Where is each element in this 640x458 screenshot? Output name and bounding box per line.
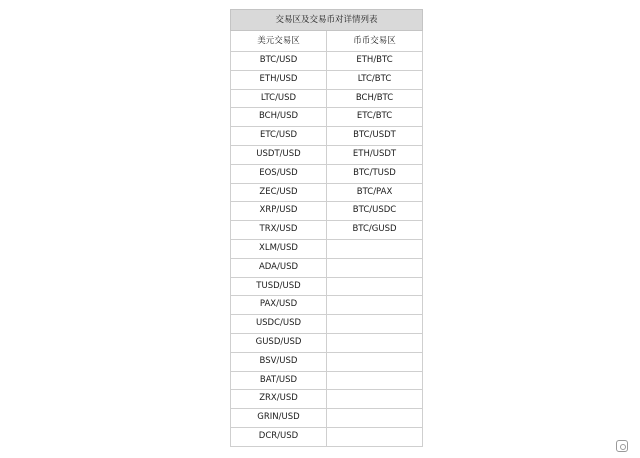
usd-pair-cell: EOS/USD xyxy=(231,164,327,183)
table-row xyxy=(231,239,423,258)
coin-pair-cell: BTC/TUSD xyxy=(327,164,423,183)
usd-pair-cell: GRIN/USD xyxy=(231,409,327,428)
coin-pair-cell: ETC/BTC xyxy=(327,108,423,127)
coin-pair-cell xyxy=(327,427,423,446)
usd-pair-cell: XRP/USD xyxy=(231,202,327,221)
table-row xyxy=(231,390,423,409)
coin-pair-cell: ETH/USDT xyxy=(327,145,423,164)
table-row xyxy=(231,70,423,89)
usd-pair-cell: TRX/USD xyxy=(231,221,327,240)
table-row xyxy=(231,127,423,146)
coin-pair-cell xyxy=(327,258,423,277)
table-row xyxy=(231,277,423,296)
table-row xyxy=(231,89,423,108)
coin-pair-cell xyxy=(327,352,423,371)
coin-pair-cell: BTC/PAX xyxy=(327,183,423,202)
table-row xyxy=(231,221,423,240)
usd-pair-cell: BAT/USD xyxy=(231,371,327,390)
camera-logo-icon xyxy=(616,440,628,452)
table-row xyxy=(231,258,423,277)
usd-pair-cell: GUSD/USD xyxy=(231,333,327,352)
pairs-table-container xyxy=(230,9,422,447)
usd-pair-cell: XLM/USD xyxy=(231,239,327,258)
table-row xyxy=(231,409,423,428)
coin-pair-cell xyxy=(327,390,423,409)
table-row xyxy=(231,352,423,371)
coin-pair-cell: BTC/USDT xyxy=(327,127,423,146)
coin-pair-cell xyxy=(327,296,423,315)
pairs-body xyxy=(231,52,423,447)
usd-pair-cell: ZEC/USD xyxy=(231,183,327,202)
usd-pair-cell: ZRX/USD xyxy=(231,390,327,409)
coin-pair-cell: ETH/BTC xyxy=(327,52,423,71)
usd-pair-cell: USDT/USD xyxy=(231,145,327,164)
usd-pair-cell: LTC/USD xyxy=(231,89,327,108)
table-row xyxy=(231,183,423,202)
coin-pair-cell: BTC/GUSD xyxy=(327,221,423,240)
usd-pair-cell: TUSD/USD xyxy=(231,277,327,296)
coin-pair-cell xyxy=(327,333,423,352)
coin-pair-cell: BCH/BTC xyxy=(327,89,423,108)
usd-pair-cell: ETC/USD xyxy=(231,127,327,146)
coin-pair-cell xyxy=(327,409,423,428)
table-row xyxy=(231,427,423,446)
coin-pair-cell xyxy=(327,239,423,258)
header-row xyxy=(231,31,423,52)
usd-pair-cell: ETH/USD xyxy=(231,70,327,89)
table-row xyxy=(231,202,423,221)
coin-pair-cell xyxy=(327,315,423,334)
table-row xyxy=(231,315,423,334)
usd-pair-cell: USDC/USD xyxy=(231,315,327,334)
usd-pair-cell: BSV/USD xyxy=(231,352,327,371)
usd-pair-cell: ADA/USD xyxy=(231,258,327,277)
watermark xyxy=(616,440,630,452)
table-title: 交易区及交易币对详情列表 xyxy=(231,10,423,31)
header-coin-zone: 币币交易区 xyxy=(327,31,423,52)
coin-pair-cell: BTC/USDC xyxy=(327,202,423,221)
title-row xyxy=(231,10,423,31)
pairs-table xyxy=(230,9,423,447)
table-row xyxy=(231,371,423,390)
table-row xyxy=(231,296,423,315)
header-usd-zone: 美元交易区 xyxy=(231,31,327,52)
table-row xyxy=(231,164,423,183)
table-row xyxy=(231,145,423,164)
coin-pair-cell xyxy=(327,277,423,296)
table-row xyxy=(231,108,423,127)
table-row xyxy=(231,333,423,352)
usd-pair-cell: BCH/USD xyxy=(231,108,327,127)
coin-pair-cell xyxy=(327,371,423,390)
coin-pair-cell: LTC/BTC xyxy=(327,70,423,89)
table-row xyxy=(231,52,423,71)
usd-pair-cell: PAX/USD xyxy=(231,296,327,315)
usd-pair-cell: BTC/USD xyxy=(231,52,327,71)
usd-pair-cell: DCR/USD xyxy=(231,427,327,446)
